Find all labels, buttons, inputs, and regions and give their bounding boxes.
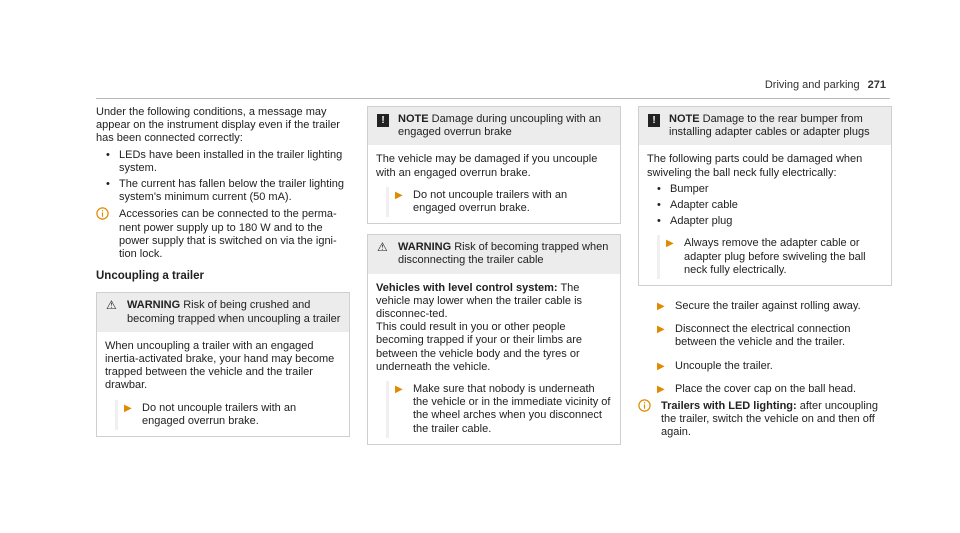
warning-header bbox=[97, 293, 349, 331]
list-item: • The current has fallen below the trailer lighting system's minimum current (50 mA). bbox=[106, 178, 345, 204]
list-item: • LEDs have been installed in the trailer lighting system. bbox=[106, 148, 343, 174]
warning-title: Risk of becoming trapped when disconnecting the trailer cable bbox=[398, 241, 609, 267]
bullet-icon: • bbox=[657, 199, 661, 212]
column-3 bbox=[638, 106, 892, 440]
warning-label: WARNING bbox=[398, 241, 452, 254]
info-note: Trailers with LED lighting: after uncoupling the trailer, switch the vehicle on and then off again. bbox=[638, 400, 892, 440]
info-note: Accessories can be connected to the perma-nent power supply up to 180 W and to the power supply that is switched on via the igni-tion lock. bbox=[96, 208, 350, 261]
tip-lead: Trailers with LED lighting: bbox=[661, 400, 797, 413]
warning-title: Risk of being crushed and becoming trapped when uncoupling a trailer bbox=[127, 299, 341, 325]
warning-triangle-icon: ⚠ bbox=[377, 240, 388, 255]
notice-title: Damage during uncoupling with an engaged overrun brake bbox=[398, 113, 602, 139]
condition-lead: Vehicles with level control system: bbox=[376, 281, 558, 294]
notice-body: The vehicle may be damaged if you uncouple with an engaged overrun brake. ▶ Do not uncouple trailers with an engaged overrun brake. bbox=[368, 145, 620, 223]
section-title: Driving and parking bbox=[764, 79, 860, 91]
info-icon bbox=[638, 399, 652, 413]
exclamation-icon: ! bbox=[377, 113, 389, 127]
warning-body: When uncoupling a trailer with an engaged inertia-activated brake, your hand may become trapped between the vehicle and the trailer drawbar. ▶ Do not uncouple trailers with an engaged overrun brake. bbox=[97, 332, 349, 436]
notice-body: The following parts could be damaged when swiveling the ball neck fully electrically: • Bumper • Adapter cable • Adapter plug ▶ Always remove the adapter cable or adapter plug before swiveling the ball neck fully electrically. bbox=[639, 145, 891, 285]
step-arrow-icon: ▶ bbox=[657, 383, 665, 395]
section-heading: Uncoupling a trailer bbox=[96, 270, 204, 283]
instruction-step: ▶ Do not uncouple trailers with an engaged overrun brake. bbox=[105, 402, 341, 428]
instruction-step: ▶ Secure the trailer against rolling away. bbox=[657, 300, 861, 313]
notice-box bbox=[638, 106, 892, 286]
bullet-icon: • bbox=[106, 148, 110, 161]
instruction-step: ▶ Uncouple the trailer. bbox=[657, 359, 773, 372]
instruction-step: ▶ Make sure that nobody is underneath the vehicle or in the immediate vicinity of the wheel arches when you disconnect the trailer cable. bbox=[376, 383, 612, 436]
instruction-step: ▶ Always remove the adapter cable or adapter plug before swiveling the ball neck fully electrically. bbox=[647, 237, 883, 277]
page-number: 271 bbox=[867, 79, 886, 91]
step-arrow-icon: ▶ bbox=[666, 238, 674, 250]
instruction-step: ▶ Do not uncouple trailers with an engaged overrun brake. bbox=[376, 189, 612, 215]
exclamation-icon: ! bbox=[648, 113, 660, 127]
step-arrow-icon: ▶ bbox=[395, 384, 403, 396]
instruction-step: ▶ Place the cover cap on the ball head. bbox=[657, 382, 857, 395]
notice-box bbox=[367, 106, 621, 224]
column-2 bbox=[367, 106, 621, 445]
warning-label: WARNING bbox=[127, 299, 181, 312]
notice-title: Damage to the rear bumper from installing adapter cables or adapter plugs bbox=[669, 113, 870, 139]
step-arrow-icon: ▶ bbox=[657, 324, 665, 336]
notice-header bbox=[368, 107, 620, 145]
list-item: • Bumper bbox=[657, 182, 709, 195]
instruction-step: ▶ Disconnect the electrical connection between the vehicle and the trailer. bbox=[657, 323, 851, 349]
warning-box bbox=[367, 234, 621, 445]
notice-label: NOTE bbox=[669, 113, 700, 125]
bullet-icon: • bbox=[657, 182, 661, 195]
notice-header bbox=[639, 107, 891, 145]
step-arrow-icon: ▶ bbox=[124, 402, 132, 414]
warning-body: Vehicles with level control system: The vehicle may lower when the trailer cable is disconnec-ted. This could result in you or other people becoming trapped if your or their limbs are between the vehicle body and the tyres or underneath the vehicle. ▶ Make sure that nobody is underneath the vehicle or in the immediate vicinity of the wheel arches when you disconnect the trailer cable. bbox=[376, 281, 611, 435]
list-item: • Adapter plug bbox=[657, 215, 733, 228]
warning-header bbox=[368, 235, 620, 273]
bullet-icon: • bbox=[106, 178, 110, 191]
list-item: • Adapter cable bbox=[657, 199, 738, 212]
notice-label: NOTE bbox=[398, 113, 429, 125]
warning-box bbox=[96, 292, 350, 437]
bullet-icon: • bbox=[657, 215, 661, 228]
header-rule bbox=[96, 98, 890, 99]
info-icon bbox=[96, 207, 110, 221]
step-arrow-icon: ▶ bbox=[395, 189, 403, 201]
intro-text: Under the following conditions, a message may appear on the instrument display even if the trailer has been connected correctly: bbox=[96, 106, 340, 145]
warning-triangle-icon: ⚠ bbox=[106, 298, 117, 313]
step-arrow-icon: ▶ bbox=[657, 360, 665, 372]
column-1 bbox=[96, 106, 350, 437]
page-header bbox=[765, 79, 886, 91]
step-arrow-icon: ▶ bbox=[657, 301, 665, 313]
